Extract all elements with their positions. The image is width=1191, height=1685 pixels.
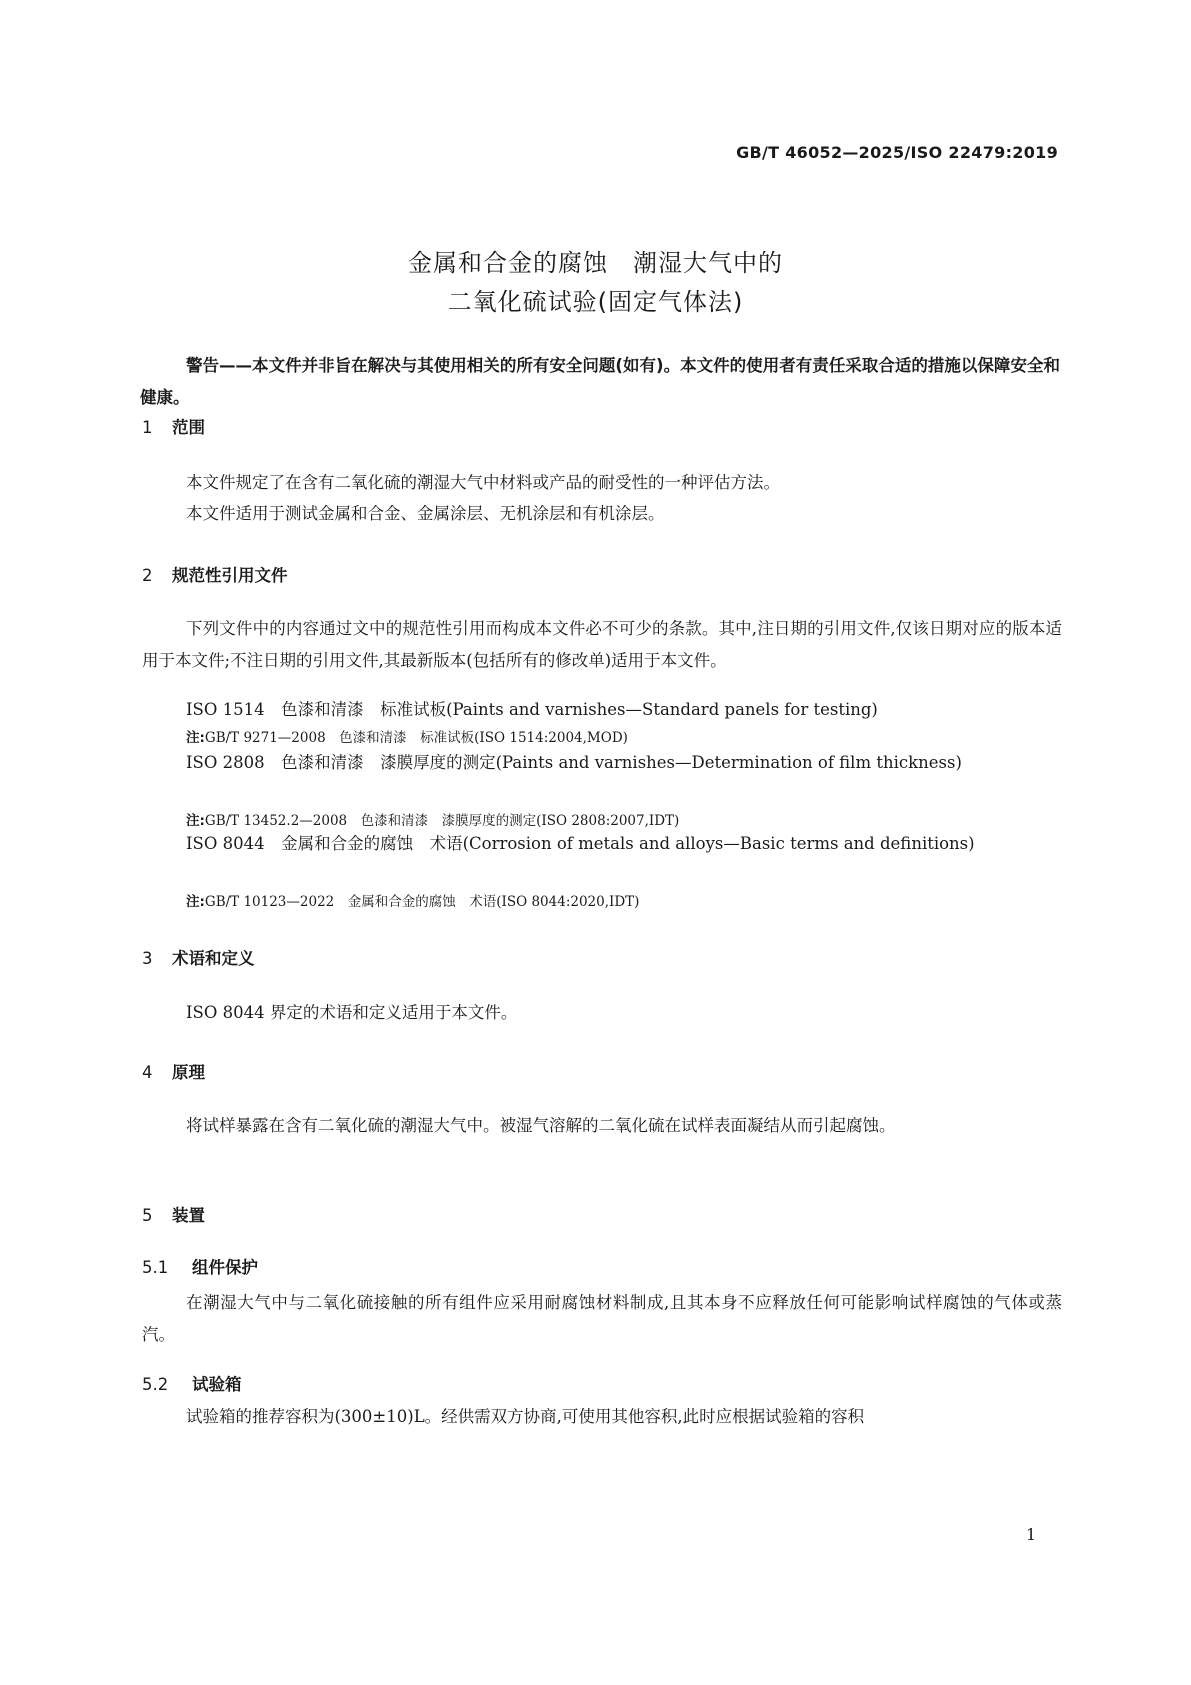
note-label: 注: xyxy=(186,894,205,910)
note-label: 注: xyxy=(186,730,205,746)
section-title: 原理 xyxy=(172,1063,205,1082)
document-title-line-2: 二氧化硫试验(固定气体法) xyxy=(447,288,744,316)
section-5-heading xyxy=(142,1202,205,1226)
section-title: 组件保护 xyxy=(192,1258,258,1277)
section-2-heading xyxy=(142,562,288,586)
section-title: 规范性引用文件 xyxy=(172,566,288,585)
note-text: GB/T 13452.2—2008 色漆和清漆 漆膜厚度的测定(ISO 2808:2007,IDT) xyxy=(204,813,680,829)
section-number: 4 xyxy=(142,1063,153,1082)
section-title: 术语和定义 xyxy=(172,949,255,968)
paragraph: 本文件适用于测试金属和合金、金属涂层、无机涂层和有机涂层。 xyxy=(186,504,665,523)
note-text: GB/T 10123—2022 金属和合金的腐蚀 术语(ISO 8044:2020,IDT) xyxy=(204,894,640,910)
note-text: GB/T 9271—2008 色漆和清漆 标准试板(ISO 1514:2004,MOD) xyxy=(204,730,628,746)
section-5-1-heading xyxy=(142,1254,258,1278)
section-3-heading xyxy=(142,945,255,969)
safety-warning: 警告——本文件并非旨在解决与其使用相关的所有安全问题(如有)。本文件的使用者有责任采取合适的措施以保障安全和健康。 xyxy=(140,356,1060,407)
paragraph: 试验箱的推荐容积为(300±10)L。经供需双方协商,可使用其他容积,此时应根据试验箱的容积 xyxy=(186,1407,865,1426)
reference-iso-8044: ISO 8044 金属和合金的腐蚀 术语(Corrosion of metals and alloys—Basic terms and definitions) xyxy=(186,834,975,853)
section-1-heading xyxy=(142,414,205,438)
document-title-line-1: 金属和合金的腐蚀 潮湿大气中的 xyxy=(408,249,783,277)
paragraph: 本文件规定了在含有二氧化硫的潮湿大气中材料或产品的耐受性的一种评估方法。 xyxy=(186,473,780,492)
page-number: 1 xyxy=(1026,1525,1037,1544)
paragraph: 将试样暴露在含有二氧化硫的潮湿大气中。被湿气溶解的二氧化硫在试样表面凝结从而引起腐蚀。 xyxy=(186,1116,896,1135)
reference-iso-2808: ISO 2808 色漆和清漆 漆膜厚度的测定(Paints and varnishes—Determination of film thickness) xyxy=(186,753,962,772)
section-number: 5.2 xyxy=(142,1375,169,1394)
reference-note xyxy=(186,809,679,829)
reference-note xyxy=(186,890,639,910)
section-number: 5.1 xyxy=(142,1258,169,1277)
section-number: 5 xyxy=(142,1206,153,1225)
section-title: 试验箱 xyxy=(192,1375,242,1394)
reference-iso-1514: ISO 1514 色漆和清漆 标准试板(Paints and varnishes—Standard panels for testing) xyxy=(186,700,878,719)
section-number: 1 xyxy=(142,418,153,437)
section-title: 范围 xyxy=(172,418,205,437)
section-4-heading xyxy=(142,1059,205,1083)
paragraph: ISO 8044 界定的术语和定义适用于本文件。 xyxy=(186,1003,518,1022)
paragraph: 下列文件中的内容通过文中的规范性引用而构成本文件必不可少的条款。其中,注日期的引用文件,仅该日期对应的版本适用于本文件;不注日期的引用文件,其最新版本(包括所有的修改单)适用于本文件。 xyxy=(142,619,1062,670)
section-number: 3 xyxy=(142,949,153,968)
paragraph: 在潮湿大气中与二氧化硫接触的所有组件应采用耐腐蚀材料制成,且其本身不应释放任何可能影响试样腐蚀的气体或蒸汽。 xyxy=(142,1293,1062,1344)
note-label: 注: xyxy=(186,813,205,829)
section-title: 装置 xyxy=(172,1206,205,1225)
standard-number: GB/T 46052—2025/ISO 22479:2019 xyxy=(736,143,1058,162)
section-number: 2 xyxy=(142,566,153,585)
section-5-2-heading xyxy=(142,1371,242,1395)
reference-note xyxy=(186,726,628,746)
